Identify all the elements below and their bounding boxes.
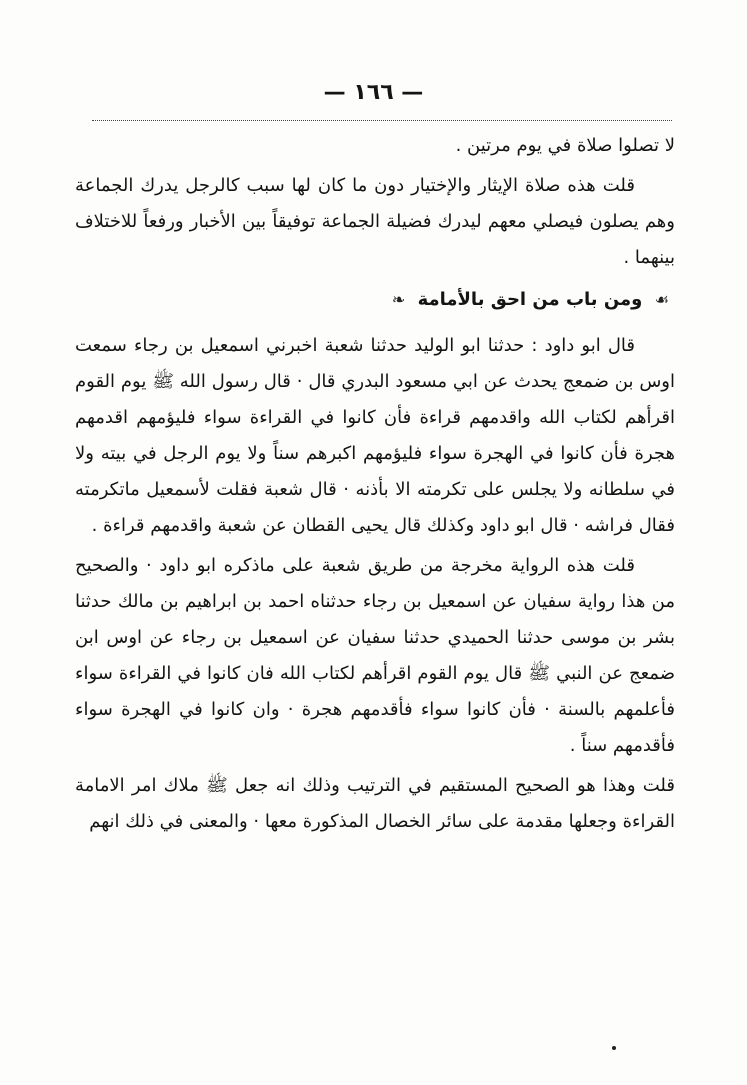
- paragraph-commentary-2: قلت هذه الرواية مخرجة من طريق شعبة على ماذكره ابو داود · والصحيح من هذا رواية سفيان عن اسمعيل بن رجاء حدثناه احمد بن ابراهيم بن مالك حدثنا بشر بن موسى حدثنا الحميدي حدثنا سفيان عن اسمعيل بن رجاء عن اوس ابن ضمعج عن النبي ﷺ قال يوم القوم اقرأهم لكتاب الله فان كانوا في القراءة سواء فأعلمهم بالسنة · فأن كانوا سواء فأقدمهم هجرة · وان كانوا في الهجرة سواء فأقدمهم سناً .: [75, 555, 675, 756]
- paragraph-commentary-3: قلت وهذا هو الصحيح المستقيم في الترتيب وذلك انه جعل ﷺ ملاك امر الامامة القراءة وجعلها مقدمة على سائر الخصال المذكورة معها · والمعنى في ذلك انهم: [75, 775, 675, 832]
- page-body: [75, 128, 675, 844]
- ornament-left-icon: ❧: [391, 290, 406, 309]
- page-mark: [612, 1046, 616, 1050]
- chapter-heading-text: ومن باب من احق بالأمامة: [417, 289, 643, 310]
- page-number: — ١٦٦ —: [323, 80, 424, 105]
- ornament-right-icon: ☙: [654, 290, 669, 309]
- header-divider: [92, 120, 672, 121]
- chapter-heading: [75, 282, 675, 318]
- paragraph-continuation: لا تصلوا صلاة في يوم مرتين .: [455, 135, 675, 156]
- paragraph-commentary-1: قلت هذه صلاة الإيثار والإختيار دون ما كان لها سبب كالرجل يدرك الجماعة وهم يصلون فيصلي معهم ليدرك فضيلة الجماعة توفيقاً بين الأخبار ورفعاً للاختلاف بينهما .: [75, 175, 675, 268]
- paragraph-hadith-narration: قال ابو داود : حدثنا ابو الوليد حدثنا شعبة اخبرني اسمعيل بن رجاء سمعت اوس بن ضمعج يحدث عن ابي مسعود البدري قال · قال رسول الله ﷺ يوم القوم اقرأهم لكتاب الله واقدمهم قراءة فأن كانوا في القراءة سواء فليؤمهم اقدمهم هجرة فأن كانوا في الهجرة سواء فليؤمهم اكبرهم سناً ولا يوم الرجل في بيته ولا في سلطانه ولا يجلس على تكرمته الا بأذنه · قال شعبة فقلت لأسمعيل ماتكرمته فقال فراشه · قال ابو داود وكذلك قال يحيى القطان عن شعبة واقدمهم قراءة .: [75, 335, 675, 536]
